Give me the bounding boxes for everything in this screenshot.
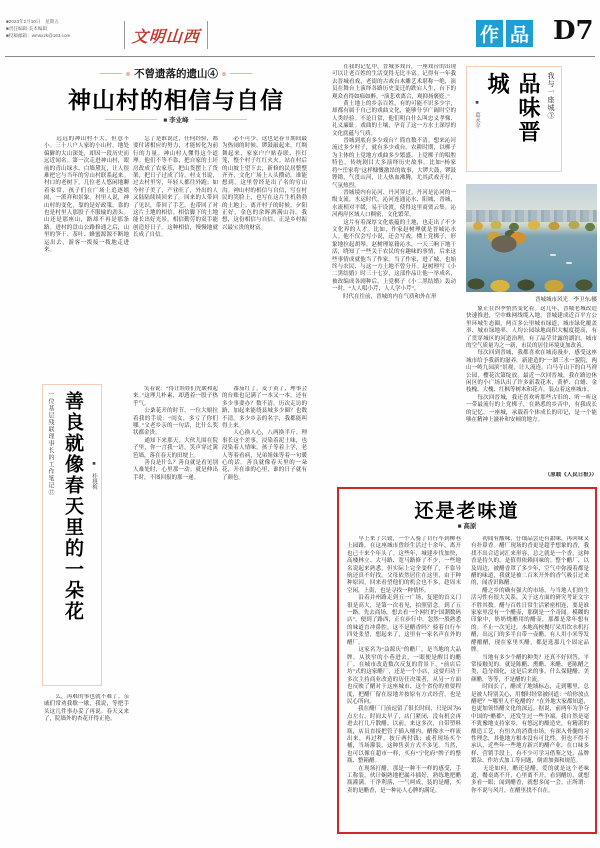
pinwei-credit: （原载《人民日报》）: [544, 472, 597, 478]
shanliang-column-1: 笑着说：“得让娃娃们先暖和起来。”这理儿朴素，却透着一股子热乎气。 公桑花开的时节，一位大娘拉着我的手说：“闺女，多亏了你们哪。”父老乡亲的一句话，比什么奖状都金贵。 通知下来那天，大伙儿围在院子里，你一言我一语，笑声穿过篱笆墙，落在春天的田埂上。 善良是什么？善良就是看见别人难处时，心里那一动；就是伸出手时，不图回报的那一递。: [133, 386, 218, 481]
shenshan-column-1: 远远的神山村不大，但意不小。三十八户人家的小山村，地处偏僻的大山深处，却因一段历史而远近闻名。第一次走进神山村，眼前的青山绿水、白墙黛瓦，让人很难把它与当年的穷山村联系起来。村口的老树下，几位老人悠闲地聊着家常，孩子们在广场上追逐嬉闹，一派祥和景象。村里人说，神山村的变化，靠的是好政策，靠的也是村里人那股子不服输的劲头。山还是那座山，路却不再是那条路。进村的盘山公路修通之后，山里的笋干、茶叶、蜂蜜源源不断地运出去，游客一拨接一拨地走进来。: [44, 136, 129, 254]
masthead-logo: [124, 21, 208, 49]
shenshan-column-2: 忘了是谁说过，任何经验，都要付诸相应的努力，才能转化为前行的力量。神山村人懂得这个道理。他们不等不靠，把自家的土坯房改成了农家乐，把山货摆上了货架，把日子过成了诗。村支书说，过去村里穷，年轻人都往外跑；如今村子美了，产业旺了，外出的人又陆陆续续回来了。回来的人带回了见识，带回了手艺，也带回了对这片土地的相信。相信脚下的土地能长出好光景，相信勤劳的双手能创造好日子。这种相信，慢慢地就长成了自信。: [133, 136, 218, 239]
shanliang-title: 善良就像春天里的一朵花: [62, 391, 83, 622]
date-line: ■2023年2月10日 星期五: [6, 19, 59, 24]
header-meta: [6, 19, 124, 39]
section-badge-char: 作: [479, 25, 499, 46]
deco-line: [230, 73, 252, 74]
masthead-text: 文明山西: [131, 26, 201, 46]
header-divider: [5, 56, 595, 57]
shanliang-kicker: 一位基层残联理事长的工作笔记⑰: [47, 391, 53, 496]
byline-rule: [195, 119, 247, 120]
shanliang-column-3: 么，再难的事也就不难了。亲戚们常劝我歇一歇，我说，等把手头这几件事办妥了再说。春天又来了，院墙外的杏花开得正艳。: [44, 694, 129, 723]
page-number: D7: [553, 16, 594, 46]
pinwei-title-box: [466, 66, 562, 172]
laoweidao-column-2: 初闻有酸味，仔细品尝还有甜味，再回味又有扑鼻香。醋厂现场的香更是超乎想象的香，我找不出合适词汇来形容，总之就是一个香，这种香是持久的，是值得依赖回味的。整个醋厂，以及周边，被醋香罩了多少年，空气中弥漫着都是醋的味道，我就是被二百米开外的香气吸引过来的，闻香识陈醋。 醋之乡的确有强大的市场，与当地人们的生活习性有很大关系，关于这方面的研究考证文字不胜其数。醋与百姓日常生活紧密相连，要是谁家家里没有一个醋壶，那倒是一个奇闻。模糊的印象中，奶奶烧醋用的醋壶，那都是常年想有的。不止一次见过，本地高校餐厅采用饮水机打醋，出远门的多半自带一壶醋，有人用小米等发酵酿醋，现在家里买醋，都是选那几个固定品牌。 当地有多少个醋的种类？还真不好回答。平常接触见的，就是陈醋、熏醋、米醋、老陈醋之类，趋分细化，这是后来的事，什么保健醋、美颜醋，等等，不是醋的主流。 时间长了，醋成了地域标志，走到哪里，总是被人特别关心，用餐时经常被问道：“给你放点醋吧？”“哪里人不吃醋的？”在外地大家都知道，也更加领悟醋文化的深远。据说，前两年为争夺中国的“醋都”，还发生过一些争端。我自然是毫不犹豫地支持家乡，有悠远的酿造史，有精湛的酿造工艺，有恒久的消费市场，有深入骨髓的习性理念，其他地方根本没有可比性。但也不得不承认，近些年一些地方新兴的醋产业，在口味多样、营销手段上，有不少可学习借鉴之处，品牌繁杂、作坊式加工等问题，倒需加强和规范。 无论如何，醋还是醋，爱的就是这个老味道，餐桌离不开，心里离不开。看到醋坊，就想多看一眼；闻到醋香，就想多闻一会。正所谓：你不说与风月，在醋里找不自在。: [471, 536, 589, 794]
section-badge-1: [476, 20, 503, 47]
shenshan-column-3: 必不可少，这也是春节期间最为热闹的时候。锣鼓敲起来，红绸舞起来，家家户户贴春联、挂灯笼，整个村子红红火火。站在村后的山坡上望下去，新修的民居整整齐齐，文化广场上人头攒动。谁能想到，这里曾经是出了名的穷山沟。神山村的相信与自信，写在村民的笑脸上，也写在这片生机勃勃的土地上。离开村子的时候，夕阳正好，金色的余晖洒满山谷。我想，这份相信与自信，正是乡村振兴最宝贵的财富。: [222, 136, 307, 231]
deco-dot: [222, 72, 226, 76]
shenshan-title: 神山村的相信与自信: [68, 87, 284, 113]
deco-dot: [126, 72, 130, 76]
section-badge-2: [506, 20, 533, 47]
deco-line: [100, 73, 122, 74]
section-badge-char: 品: [509, 25, 529, 46]
laoweidao-byline: ■ 高原: [457, 523, 477, 530]
shanliang-byline: ■ 桂桃梅: [91, 461, 97, 490]
shenshan-kicker: 不曾遗落的遗山④: [134, 68, 218, 80]
photo-boat: [566, 262, 572, 264]
city-photo: [466, 184, 597, 292]
laoweidao-title: 还是老味道: [414, 501, 520, 522]
photo-boat: [550, 254, 556, 256]
shenshan-byline-row: [44, 115, 308, 124]
pinwei-title: 品味晋城: [485, 72, 541, 144]
pinwei-kicker: 我与一座城③: [547, 72, 554, 120]
laoweidao-column-1: 早上来了兴致，一个人骑了自行车到柳巷上园路。在这座城市曾经生活过十余年，离开也已十来个年头了。这些年，城建步伐加快，高楼林立、大马路、宽马路修了不少，一些地名说起来熟悉，但实际上完全变样了，不靠导航还真不好找。父母依然居住在这里，由于种种原因，回来看望他们的机会也不多，趁周末空闲，上街，也是寻找一种情怀。 沿着并州路走到五一广场，复建的首义门很是高大，是第一次看见，拍照留念。到了五一路，先去商场，想去看一个网红的“国潮数码店”，便到了路西，正在步行中，忽然一股熟悉的味道直冲鼻腔，这不是醋香吗？骑着自行车四处张望，想起来了，这里有一家名声在外的醋厂。 这家名为“益源庆”的醋厂，是当地的大品牌。从狭窄的小巷进去，一眼便是醒目的醋厂。在城市改造数次反复的背景下，“前店后坊”式的这家醋厂，还是一个小店，这要归功于多次主持商业改造的历任决策者，从另一方面也反映了醋对于这座城市、这个省份的重要程度，把醋厂留在原地并按原有方式经营，也是民心所向。 我在醋厂门前逗留了很长时间，只是因为6点左右，时间太早了，店门紧闭，没有机会再进去打几斤散醋。以前，来这多次，自带塑料瓶，店员直接把管子插入桶内，醋像水一样流出来，再过秤，按斤两付钱；或者现场买个桶，当场灌装，这种售卖方式不多见。当然，也可以像在超市一样，买有“宁化府”牌子的整瓶、整箱醋。 在现场打醋，那是一种不一样的感受，手工称装，伙计娴熟地把漏斗插好，熟练地把醋瓶灌满，干净利落，一气呵成，装的是醋，买卖的是醋香，是一种沁人心脾的满足。: [347, 536, 461, 794]
shenshan-kicker-row: [44, 66, 308, 81]
pinwei-column-a: 在我的记忆中，晋城多戏台，一座戏台的出现可以让老百姓的生活变得无比丰富。记得有一年我去晋城看戏，老街的古戏台木雕艺术堪称一绝，演员在舞台上演绎各路历史变迁的跌宕人生，台下的观众看得如痴如醉。“演悲欢离合，观抑扬褒贬。” 黄土地上的乡亲百姓，有的可能不识多少字，却都有属于自己的戏曲文化，能够分享广阔时空的人类经验。不论日常，他们明白什么叫忠义孝悌、礼义廉耻。戏曲的土壤，孕育了这一方水土深厚的文化底蕴与气质。 晋城到底有多少戏台？简直数不清。想来沁河流过多少村子，就有多少戏台。农耕时期，以梆子为主体的上党地方戏曲多少繁盛。上党梆子的唱腔特色，传统剧目大多演绎历史故事，比如“杨家将”“岳家将”这样慷慨激昂的故事，大锣大鼓，锣鼓铿锵，气贯山河，让人热血沸腾，尤其武戏开打，气氛热烈。 晋城境内有沁河、丹河穿过。丹河是沁河的一级支流。水运时代，沁河连通沁水、阳城、晋城，水流相对平缓，易于设渡，使得这里商贾云集。沁河两岸区域人口稠密，文化繁荣。 这片有着深厚文化底蕴的土地，也走出了不少文化界的人才。比如，作家赵树理就是晋城沁水人。他不仅会写小说，还会写戏，懂上党梆子，形象地拉起胡琴。赵树理原籍沁水，一天三晌下地干活，晓知了一些关于农民的有趣味的事情，后来这些事情成就他当了作家。当了作家，进了城，也始终与农民、与这一方土地不曾分开。赵树理写《小二黑结婚》时三十七岁，这部作品让他一举成名，被改编成各剧种后，上党梆子《小二黑结婚》轰动一时，“人人唱小芹，人人学小芹”。 时代在往前，晋城的内在气质和外在形: [332, 64, 456, 300]
photo-shore-trees: [466, 270, 597, 292]
photo-caption: 晋城城市风光 李卫东/摄: [534, 297, 597, 303]
shenshan-byline: ■ 李业峰: [163, 117, 189, 124]
byline-rule: [105, 119, 157, 120]
shanliang-column-2: 番茄红了，麦子黄了，理事会的台账也记满了一本又一本。还有多少事要办？数不清。历次走访的路，加起来能绕县城多少圈？也数不清。多少乡亲的名字，我都能叫得上来。 人心换人心，八两换半斤。理事长这个差事，浸染着泥土味，也浸染着人情味。孩子等着上学，老人等着看病，兄弟姐妹等着一句暖心的话。善良就像春天里的一朵花，开在谁的心里，谁的日子就有了颜色。: [222, 386, 307, 481]
editor-line: ■责任编辑·美术编辑: [6, 25, 48, 31]
pinwei-byline: ■ 葛水平: [474, 100, 480, 129]
photo-rock-island: [484, 228, 530, 254]
email-line: ■投稿邮箱：wmsxzk@163.com: [6, 32, 71, 38]
pinwei-column-b: 象正在四季悄然变化着。这几年，晋城老城改造快速推进，空中蛛网线缆入地。晋城建成近百平方公里环城生态圈，两百多公里城市绿道，城市绿化覆盖率、城市绿地率、人均公园绿地面积大幅度提高，有了贯穿城区的河道治理，有了晶莹甘露的湖泊，城市的空气质量为之一新，市民的居住环境更加改善。 每次回到晋城，我都喜欢在城南漫步，感受这座城市给予我新的滋养。新建造的“一湖三水一貌院，两山一岭九园滨”景观，让人流连。白马寺山下的白马禅公园，樱花次第绽放。最近一次回晋城，我在路边休闲区的小广场认出了许多新栽花木，黄栌、白蜡、金枝槐、大槐、红枫等树木和花卉，装点着这座城市。 每次回晋城，我还喜欢听那些古旧的、听一听这一带最流行的上党梆子，在熟悉的乡音中，有我成长的记忆。一座城，承载着个体成长的印记，是一个能够在精神上滋补和安顿的地方。: [466, 306, 597, 424]
shanliang-title-box: [42, 384, 102, 686]
